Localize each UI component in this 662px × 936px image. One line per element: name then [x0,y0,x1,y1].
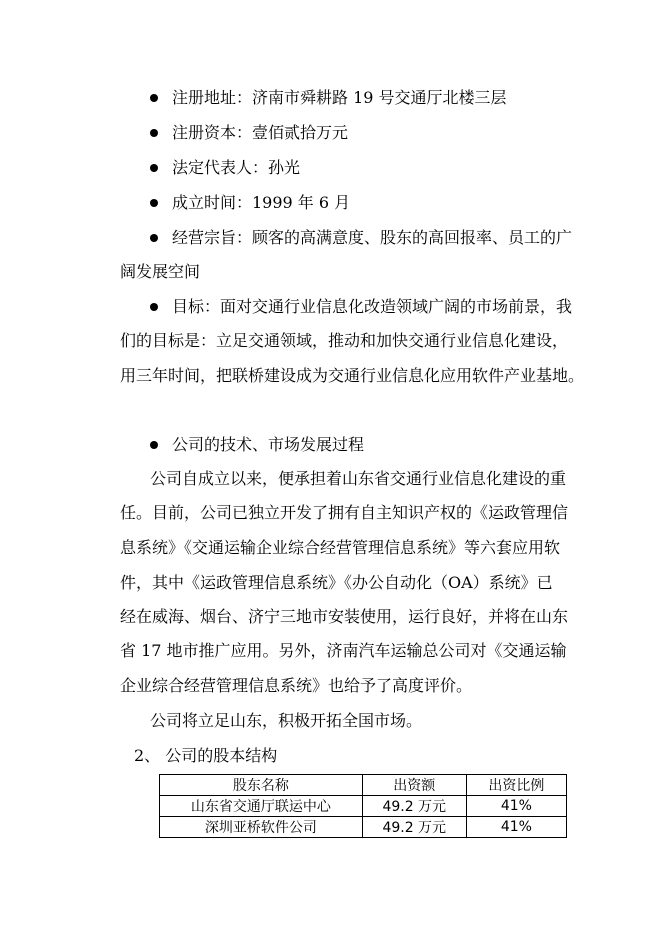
cell-contribution: 49.2 万元 [362,796,466,817]
bullet-dot [150,94,158,102]
goal-text-line3: 用三年时间，把联桥建设成为交通行业信息化应用软件产业基地。 [120,366,585,385]
legal-rep-text: 法定代表人：孙光 [172,158,301,177]
address-text: 注册地址：济南市舜耕路 19 号交通厅北楼三层 [172,88,507,107]
tech-market-text: 公司的技术、市场发展过程 [172,435,365,454]
history-line-4: 件，其中《运政管理信息系统》《办公自动化（OA）系统》已 [120,573,553,592]
bullet-capital [150,123,348,143]
history-line-7: 企业综合经营管理信息系统》也给予了高度评价。 [120,676,473,695]
header-contribution: 出资额 [362,775,466,796]
history-line-5: 经在威海、烟台、济宁三地市安装使用，运行良好，并将在山东 [120,607,569,626]
history-line-8: 公司将立足山东，积极开拓全国市场。 [150,711,423,730]
bullet-goal [150,297,572,317]
table-row [160,796,567,817]
bullet-established [150,193,350,213]
goal-text-line1: 目标：面对交通行业信息化改造领域广阔的市场前景，我 [172,297,573,316]
history-line-6: 省 17 地市推广应用。另外，济南汽车运输总公司对《交通运输 [120,641,567,660]
capital-text: 注册资本：壹佰贰拾万元 [172,123,349,142]
bullet-purpose [150,228,572,248]
history-line-3: 息系统》《交通运输企业综合经营管理信息系统》等六套应用软 [120,538,561,557]
bullet-dot [150,234,158,242]
established-text: 成立时间：1999 年 6 月 [172,193,351,212]
header-shareholder-name: 股东名称 [160,775,363,796]
history-line-2: 任。目前，公司已独立开发了拥有自主知识产权的《运政管理信 [120,503,569,522]
purpose-text-line1: 经营宗旨：顾客的高满意度、股东的高回报率、员工的广 [172,228,573,247]
bullet-address [150,88,507,108]
header-ratio: 出资比例 [466,775,566,796]
cell-contribution: 49.2 万元 [362,817,466,838]
purpose-text-line2: 阔发展空间 [120,262,201,281]
cell-ratio: 41% [466,796,566,817]
cell-shareholder-name: 深圳亚桥软件公司 [160,817,363,838]
bullet-dot [150,303,158,311]
table-header-row [160,775,567,796]
bullet-dot [150,164,158,172]
equity-heading: 2、 公司的股本结构 [134,746,278,765]
table-row [160,817,567,838]
bullet-legal-rep [150,158,300,178]
bullet-dot [150,441,158,449]
bullet-dot [150,129,158,137]
bullet-tech-market [150,435,364,455]
history-line-1: 公司自成立以来，便承担着山东省交通行业信息化建设的重 [150,469,567,488]
cell-shareholder-name: 山东省交通厅联运中心 [160,796,363,817]
goal-text-line2: 们的目标是：立足交通领域，推动和加快交通行业信息化建设， [120,331,569,350]
cell-ratio: 41% [466,817,566,838]
bullet-dot [150,199,158,207]
equity-table [159,774,567,838]
